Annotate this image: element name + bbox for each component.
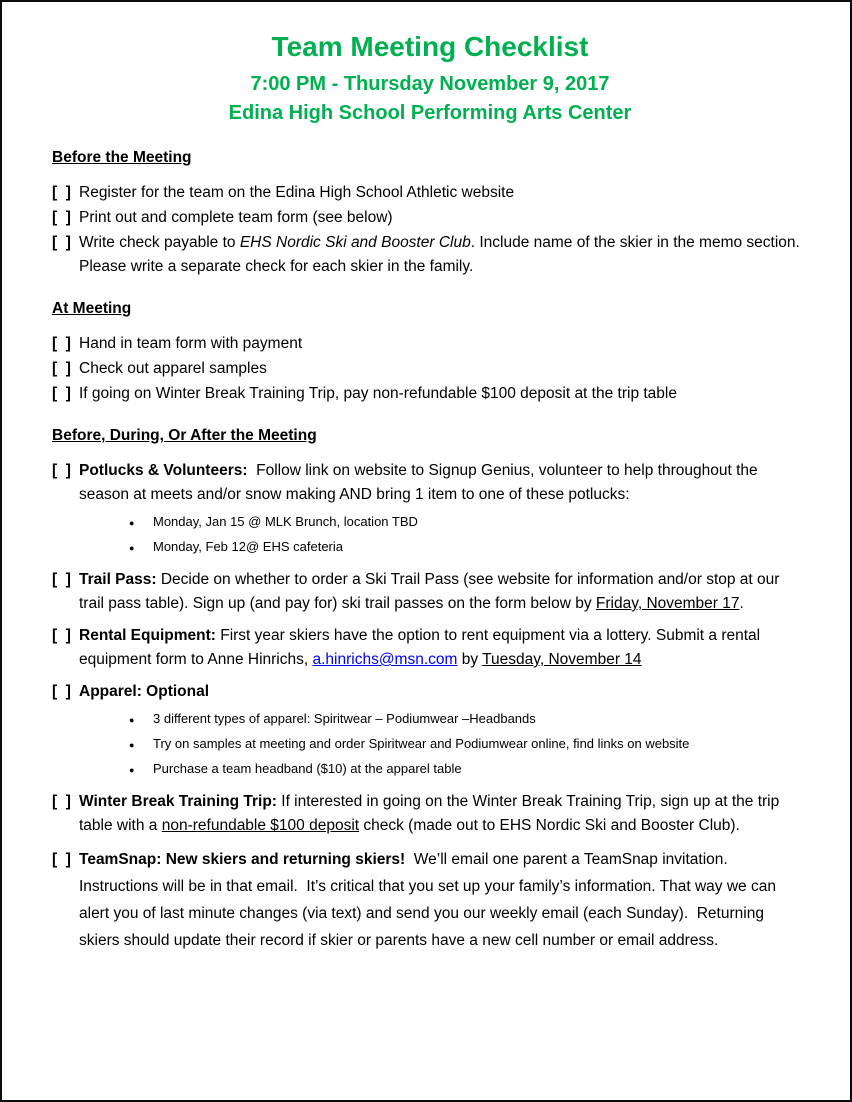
checklist-item	[52, 231, 808, 279]
checkbox-icon: [ ]	[52, 462, 71, 479]
bullet-text: Try on samples at meeting and order Spiritwear and Podiumwear online, find links on website	[153, 736, 690, 751]
text-run: We’ll email one parent a TeamSnap invitation. Instructions will be in that email. It’s critical that you set up your family’s information. That way we can alert you of last minute changes (via text) and send you our weekly email (each Sunday). Returning skiers should update their record if skier or parents have a new cell number or email address.	[79, 851, 781, 949]
text-run: First year skiers have the option to rent equipment via a lottery. Submit a rental equipment form to Anne Hinrichs,	[79, 627, 765, 668]
page-title: Team Meeting Checklist	[271, 31, 589, 62]
bullet-text: Monday, Jan 15 @ MLK Brunch, location TBD	[153, 514, 418, 529]
text-run: Decide on whether to order a Ski Trail Pass (see website for information and/or stop at our trail pass table). Sign up (and pay for) ski trail passes on the form below by	[79, 571, 784, 612]
checklist-item	[52, 181, 808, 205]
item-text	[79, 206, 808, 230]
item-text	[79, 357, 808, 381]
item-body	[79, 332, 808, 356]
text-run: Apparel: Optional	[79, 683, 210, 700]
text-run: Print out and complete team form (see below)	[79, 209, 393, 226]
item-text	[79, 231, 808, 279]
section-items	[52, 332, 808, 406]
bullet-icon: ●	[129, 715, 135, 725]
text-run: Rental Equipment:	[79, 627, 216, 644]
text-run: If interested in going on the Winter Break Training Trip, sign up at the trip table with a	[79, 793, 784, 834]
item-body	[79, 231, 808, 279]
text-run: non-refundable $100 deposit	[161, 817, 360, 834]
text-run: Check out apparel samples	[79, 360, 267, 377]
checklist-item	[52, 790, 808, 838]
bullet-icon: ●	[129, 518, 135, 528]
item-text	[79, 624, 808, 672]
bullet-list-item	[129, 510, 808, 535]
text-run: Hand in team form with payment	[79, 335, 303, 352]
checklist-item	[52, 624, 808, 672]
bullet-text: Monday, Feb 12@ EHS cafeteria	[153, 539, 343, 554]
item-body	[79, 459, 808, 560]
meeting-datetime: 7:00 PM - Thursday November 9, 2017	[250, 73, 610, 95]
document-header	[52, 30, 808, 128]
item-body	[79, 206, 808, 230]
checklist-item	[52, 382, 808, 406]
text-run: . Include name of the skier in the memo section. Please write a separate check for each skier in the family.	[79, 234, 805, 275]
text-run: Winter Break Training Trip:	[79, 793, 277, 810]
bullet-list-item	[129, 757, 808, 782]
item-text	[79, 332, 808, 356]
bullet-list-item	[129, 707, 808, 732]
checkbox-icon: [ ]	[52, 851, 71, 868]
bullet-icon: ●	[129, 543, 135, 553]
bullet-icon: ●	[129, 765, 135, 775]
checklist-item	[52, 680, 808, 782]
checklist-item	[52, 357, 808, 381]
checkbox-icon: [ ]	[52, 627, 71, 644]
item-text	[79, 181, 808, 205]
checklist-section	[52, 147, 808, 279]
checklist-section	[52, 298, 808, 406]
email-link[interactable]: a.hinrichs@msn.com	[312, 651, 458, 668]
item-body	[79, 568, 808, 616]
text-run: Friday, November 17	[595, 595, 740, 612]
text-run: Follow link on website to Signup Genius, volunteer to help throughout the season at meets and/or snow making AND bring 1 item to one of these potlucks:	[79, 462, 762, 503]
checklist-item	[52, 332, 808, 356]
checkbox-icon: [ ]	[52, 385, 71, 402]
section-heading: Before, During, Or After the Meeting	[52, 427, 317, 444]
section-heading: At Meeting	[52, 300, 132, 317]
text-run: by	[457, 651, 483, 668]
checklist-item	[52, 568, 808, 616]
item-body	[79, 181, 808, 205]
text-run: Tuesday, November 14	[482, 651, 642, 668]
item-text	[79, 459, 808, 507]
bullet-list-item	[129, 535, 808, 560]
sections-container	[52, 147, 808, 954]
item-text	[79, 846, 808, 954]
text-run: Potlucks & Volunteers:	[79, 462, 248, 479]
section-heading: Before the Meeting	[52, 149, 192, 166]
section-items	[52, 181, 808, 279]
text-run: TeamSnap: New skiers and returning skiers!	[79, 851, 406, 868]
sub-bullet-list	[79, 510, 808, 560]
item-body	[79, 357, 808, 381]
checklist-item	[52, 206, 808, 230]
text-run: EHS Nordic Ski and Booster Club	[239, 234, 471, 251]
item-body	[79, 624, 808, 672]
text-run: Write check payable to	[79, 234, 240, 251]
checkbox-icon: [ ]	[52, 184, 71, 201]
item-text	[79, 382, 808, 406]
item-text	[79, 790, 808, 838]
text-run: .	[739, 595, 744, 612]
item-text	[79, 680, 808, 704]
checkbox-icon: [ ]	[52, 793, 71, 810]
checkbox-icon: [ ]	[52, 571, 71, 588]
bullet-list-item	[129, 732, 808, 757]
text-run: check (made out to EHS Nordic Ski and Booster Club).	[359, 817, 740, 834]
bullet-icon: ●	[129, 740, 135, 750]
checkbox-icon: [ ]	[52, 683, 71, 700]
meeting-location: Edina High School Performing Arts Center	[228, 102, 632, 124]
checkbox-icon: [ ]	[52, 234, 71, 251]
item-body	[79, 790, 808, 838]
item-body	[79, 846, 808, 954]
checkbox-icon: [ ]	[52, 360, 71, 377]
checkbox-icon: [ ]	[52, 335, 71, 352]
text-run: Register for the team on the Edina High School Athletic website	[79, 184, 515, 201]
text-run: If going on Winter Break Training Trip, pay non-refundable $100 deposit at the trip table	[79, 385, 677, 402]
bullet-text: Purchase a team headband ($10) at the apparel table	[153, 761, 462, 776]
section-items	[52, 459, 808, 954]
item-body	[79, 382, 808, 406]
checklist-section	[52, 425, 808, 954]
sub-bullet-list	[79, 707, 808, 782]
bullet-text: 3 different types of apparel: Spiritwear – Podiumwear –Headbands	[153, 711, 536, 726]
item-text	[79, 568, 808, 616]
checklist-item	[52, 459, 808, 560]
checkbox-icon: [ ]	[52, 209, 71, 226]
checklist-item	[52, 846, 808, 954]
text-run: Trail Pass:	[79, 571, 157, 588]
item-body	[79, 680, 808, 782]
